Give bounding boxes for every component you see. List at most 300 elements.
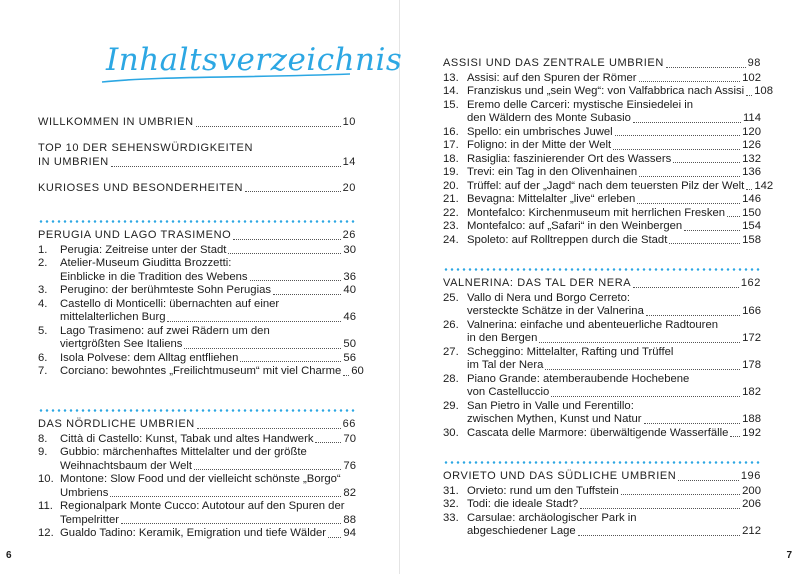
entry-number: 28. — [443, 372, 459, 385]
left-page-number: 6 — [6, 550, 12, 561]
entry-text: Carsulae: archäologischer Park in — [467, 511, 637, 524]
page-number: 212 — [742, 525, 761, 537]
entry-line — [467, 193, 761, 207]
entry-body — [467, 166, 761, 180]
page-number: 60 — [351, 365, 364, 377]
entry-body — [60, 352, 356, 366]
dotted-divider — [38, 409, 356, 412]
entry-line — [467, 332, 761, 346]
entry-text: Scheggino: Mittelalter, Rafting und Trüffel — [467, 345, 674, 358]
entry-text: Lago Trasimeno: auf zwei Rädern um den — [60, 324, 270, 337]
front-entry-text: KURIOSES UND BESONDERHEITEN — [38, 181, 244, 194]
toc-entry — [443, 498, 761, 512]
entry-text: im Tal der Nera — [467, 359, 544, 371]
toc-title — [100, 38, 403, 94]
front-entry-line — [38, 182, 356, 196]
entry-body — [467, 319, 761, 346]
section-assisi — [443, 48, 774, 247]
dot-leader — [730, 436, 740, 437]
entry-text: Vallo di Nera und Borgo Cerreto: — [467, 291, 631, 304]
dot-leader — [250, 280, 342, 281]
toc-entry — [443, 373, 761, 400]
section-heading — [38, 418, 356, 432]
dot-leader — [184, 348, 341, 349]
entry-text: Castello di Monticelli: übernachten auf einer — [60, 297, 280, 310]
entry-line — [467, 99, 761, 113]
section-title: VALNERINA: DAS TAL DER NERA — [443, 277, 632, 289]
dot-leader — [197, 428, 341, 429]
entry-number: 12. — [38, 527, 54, 539]
front-entry-text: WILLKOMMEN IN UMBRIEN — [38, 116, 194, 128]
entry-body — [467, 99, 761, 126]
entry-text: Atelier-Museum Giuditta Brozzetti: — [60, 257, 232, 269]
entry-line — [467, 386, 761, 400]
page-number: 70 — [343, 432, 356, 445]
entry-text: Piano Grande: atemberaubende Hochebene — [467, 372, 690, 385]
section-perugia — [38, 220, 364, 379]
entry-line — [467, 400, 761, 414]
entry-line — [467, 427, 761, 441]
entry-line — [467, 373, 761, 387]
dot-leader — [684, 230, 740, 231]
dot-leader — [167, 321, 341, 322]
dot-leader — [194, 469, 341, 470]
entry-text: von Castelluccio — [467, 386, 550, 398]
dotted-divider — [443, 268, 761, 271]
toc-entry — [443, 166, 761, 180]
entry-line — [60, 352, 356, 366]
entry-line — [467, 234, 761, 248]
entry-line — [60, 433, 356, 447]
page-number: 50 — [343, 338, 356, 350]
dot-leader — [633, 122, 741, 123]
dot-leader — [328, 537, 341, 538]
page-number: 94 — [343, 527, 356, 539]
entry-text: versteckte Schätze in der Valnerina — [467, 305, 644, 317]
entry-number: 33. — [443, 511, 459, 524]
entry-line — [467, 112, 761, 126]
section-north — [38, 409, 356, 541]
toc-entry — [443, 139, 761, 153]
entry-body — [467, 498, 761, 512]
entry-body — [60, 365, 364, 379]
dot-leader — [233, 239, 340, 240]
entry-text: Montefalco: Kirchenmuseum mit herrlichen Fresken — [467, 206, 726, 219]
page-number: 206 — [742, 498, 761, 510]
entry-line — [60, 311, 356, 325]
dot-leader — [245, 191, 340, 192]
toc-entry — [38, 500, 356, 527]
toc-title-text: Inhaltsverzeichnis — [106, 42, 403, 78]
entry-text: San Pietro in Valle und Ferentillo: — [467, 399, 634, 412]
dot-leader — [621, 494, 740, 495]
section-heading — [38, 229, 356, 243]
entry-text: Eremo delle Carceri: mystische Einsiedelei in — [467, 98, 694, 111]
entry-number: 26. — [443, 318, 459, 331]
entry-number: 29. — [443, 399, 459, 412]
toc-entry — [443, 234, 761, 248]
entry-line — [60, 460, 356, 474]
entry-text: Trevi: ein Tag in den Olivenhainen — [467, 166, 638, 178]
toc-entry — [443, 220, 761, 234]
dot-leader — [646, 315, 740, 316]
entry-number: 20. — [443, 179, 459, 192]
entry-line — [467, 180, 773, 194]
toc-entry — [443, 72, 761, 86]
page-number: 14 — [342, 156, 356, 168]
page-number: 46 — [343, 311, 356, 323]
entry-text: Corciano: bewohntes „Freilichtmuseum“ mit viel Charme — [60, 365, 342, 377]
entry-text: Tempelritter — [60, 513, 120, 526]
page-number: 82 — [343, 486, 356, 499]
entry-text: Trüffel: auf der „Jagd“ nach dem teuersten Pilz der Welt — [467, 179, 745, 192]
page-number: 172 — [742, 332, 761, 344]
entry-number: 32. — [443, 498, 459, 510]
entry-line — [60, 487, 356, 501]
dot-leader — [315, 442, 341, 443]
entry-number: 16. — [443, 125, 459, 138]
toc-entry — [38, 473, 356, 500]
dot-leader — [673, 162, 740, 163]
dot-leader — [343, 375, 349, 376]
entry-text: Spello: ein umbrisches Juwel — [467, 125, 613, 138]
entry-number: 31. — [443, 484, 459, 497]
toc-entry — [443, 207, 761, 221]
entry-text: Weihnachtsbaum der Welt — [60, 459, 193, 472]
dot-leader — [613, 149, 740, 150]
page-number: 108 — [754, 85, 773, 97]
dot-leader — [110, 496, 341, 497]
entry-number: 5. — [38, 324, 48, 337]
entry-text: Einblicke in die Tradition des Webens — [60, 270, 248, 283]
entry-text: Orvieto: rund um den Tuffstein — [467, 484, 619, 497]
page-number: 166 — [742, 305, 761, 317]
entry-body — [467, 400, 761, 427]
entry-text: in den Bergen — [467, 332, 538, 344]
entry-number: 25. — [443, 291, 459, 304]
toc-entry — [443, 427, 761, 441]
entry-body — [60, 284, 356, 298]
entry-text: Foligno: in der Mitte der Welt — [467, 139, 612, 151]
entry-line — [60, 338, 356, 352]
section-orvieto — [443, 461, 761, 539]
dot-leader — [539, 342, 740, 343]
entry-text: Todi: die ideale Stadt? — [467, 498, 579, 510]
entry-text: Umbriens — [60, 486, 109, 499]
page-number: 142 — [754, 179, 774, 192]
dot-leader — [545, 369, 740, 370]
toc-entry — [38, 352, 356, 366]
entry-body — [467, 153, 761, 167]
page-number: 150 — [742, 206, 761, 219]
dot-leader — [273, 294, 341, 295]
page-number: 30 — [343, 243, 356, 256]
entry-line — [467, 166, 761, 180]
page-number: 158 — [742, 233, 761, 246]
entry-number: 17. — [443, 139, 459, 151]
toc-entry — [443, 85, 773, 99]
entry-number: 13. — [443, 71, 459, 84]
right-page — [400, 0, 800, 574]
entry-body — [467, 485, 761, 499]
entry-number: 9. — [38, 446, 48, 458]
entry-text: Montefalco: auf „Safari“ in den Weinbergen — [467, 220, 683, 232]
entry-line — [467, 85, 773, 99]
entry-line — [467, 207, 761, 221]
entry-line — [467, 153, 761, 167]
entry-text: abgeschiedener Lage — [467, 525, 576, 537]
dotted-divider — [38, 220, 356, 223]
entry-number: 15. — [443, 98, 459, 111]
entry-text: Cascata delle Marmore: überwältigende Wasserfälle — [467, 426, 729, 439]
entry-number: 3. — [38, 284, 48, 296]
page-number: 120 — [742, 125, 761, 138]
section-page-number: 196 — [740, 470, 761, 482]
entry-body — [60, 527, 356, 541]
page-number: 132 — [742, 152, 761, 165]
toc-entry — [38, 446, 356, 473]
entry-text: mittelalterlichen Burg — [60, 311, 166, 323]
entry-text: Isola Polvese: dem Alltag entfliehen — [60, 351, 239, 364]
toc-entry — [38, 257, 356, 284]
entry-line — [467, 72, 761, 86]
page-number: 36 — [343, 270, 356, 283]
dot-leader — [228, 253, 341, 254]
dot-leader — [637, 203, 740, 204]
entry-body — [467, 346, 761, 373]
toc-entry — [443, 99, 761, 126]
page-number: 188 — [742, 413, 761, 425]
entry-body — [467, 193, 761, 207]
entry-body — [467, 512, 761, 539]
dot-leader — [746, 189, 752, 190]
entry-text: Assisi: auf den Spuren der Römer — [467, 71, 637, 84]
page-number: 146 — [742, 193, 761, 205]
entry-line — [467, 359, 761, 373]
entry-line — [60, 446, 356, 460]
entry-body — [60, 433, 356, 447]
toc-entry — [38, 244, 356, 258]
front-matter — [38, 116, 356, 207]
entry-body — [467, 139, 761, 153]
entry-number: 7. — [38, 365, 48, 377]
section-page-number: 162 — [740, 277, 761, 289]
entry-text: Franziskus und „sein Weg“: von Valfabbrica nach Assisi — [467, 85, 745, 97]
dot-leader — [580, 508, 740, 509]
page-number: 192 — [742, 426, 761, 439]
toc-entry — [443, 346, 761, 373]
page-number: 154 — [742, 220, 761, 232]
entry-number: 10. — [38, 473, 54, 485]
toc-entry — [443, 400, 761, 427]
dot-leader — [121, 523, 341, 524]
entry-number: 22. — [443, 206, 459, 219]
entry-number: 24. — [443, 233, 459, 246]
dot-leader — [639, 81, 741, 82]
toc-entry — [38, 433, 356, 447]
entry-text: Valnerina: einfache und abenteuerliche Radtouren — [467, 318, 719, 331]
dot-leader — [644, 423, 741, 424]
entry-body — [60, 257, 356, 284]
front-entry-text: IN UMBRIEN — [38, 156, 109, 168]
page-number: 10 — [342, 116, 356, 128]
page-number: 178 — [742, 359, 761, 371]
entry-body — [60, 500, 356, 527]
entry-body — [467, 85, 773, 99]
entry-number: 6. — [38, 351, 48, 364]
section-title: ASSISI UND DAS ZENTRALE UMBRIEN — [443, 57, 664, 69]
dot-leader — [578, 535, 740, 536]
entry-body — [467, 180, 773, 194]
entry-body — [467, 126, 761, 140]
entry-line — [467, 126, 761, 140]
entry-line — [467, 139, 761, 153]
entry-text: zwischen Mythen, Kunst und Natur — [467, 413, 642, 425]
entry-line — [60, 257, 356, 271]
section-page-number: 26 — [342, 229, 356, 241]
entry-text: Montone: Slow Food und der vielleicht schönste „Borgo“ — [60, 473, 341, 485]
entry-body — [467, 373, 761, 400]
page-number: 20 — [342, 181, 356, 194]
section-page-number: 98 — [747, 57, 761, 69]
dot-leader — [678, 480, 739, 481]
toc-entry — [38, 527, 356, 541]
entry-body — [467, 427, 761, 441]
section-heading — [443, 470, 761, 484]
front-entry-line — [38, 116, 356, 130]
page-number: 40 — [343, 284, 356, 296]
entry-line — [467, 413, 761, 427]
entry-line — [60, 527, 356, 541]
section-heading — [443, 277, 761, 291]
entry-line — [467, 498, 761, 512]
toc-entry — [443, 153, 761, 167]
entry-number: 8. — [38, 432, 48, 445]
entry-number: 30. — [443, 426, 459, 439]
toc-entry — [443, 126, 761, 140]
section-valnerina — [443, 268, 761, 440]
page-number: 88 — [343, 513, 356, 526]
front-entry-text: TOP 10 DER SEHENSWÜRDIGKEITEN — [38, 141, 254, 154]
entry-number: 21. — [443, 193, 459, 205]
entry-text: Bevagna: Mittelalter „live“ erleben — [467, 193, 636, 205]
toc-entry — [443, 193, 761, 207]
entry-line — [467, 220, 761, 234]
entry-body — [467, 220, 761, 234]
entry-number: 19. — [443, 166, 459, 178]
entry-body — [467, 72, 761, 86]
section-title: ORVIETO UND DAS SÜDLICHE UMBRIEN — [443, 470, 677, 482]
entry-body — [60, 325, 356, 352]
dot-leader — [633, 287, 739, 288]
entry-line — [60, 365, 364, 379]
dot-leader — [639, 176, 740, 177]
entry-text: Gualdo Tadino: Keramik, Emigration und tiefe Wälder — [60, 527, 327, 539]
entry-number: 14. — [443, 85, 459, 97]
entry-number: 11. — [38, 500, 53, 512]
entry-text: Città di Castello: Kunst, Tabak und altes Handwerk — [60, 432, 314, 445]
toc-entry — [443, 319, 761, 346]
entry-body — [467, 234, 761, 248]
page-number: 114 — [742, 112, 761, 124]
entry-number: 27. — [443, 345, 459, 358]
front-entry — [38, 182, 356, 196]
entry-body — [60, 298, 356, 325]
front-entry-line — [38, 156, 356, 170]
entry-body — [467, 207, 761, 221]
toc-entry — [38, 298, 356, 325]
page-number: 126 — [742, 139, 761, 151]
entry-body — [60, 473, 356, 500]
entry-number: 23. — [443, 220, 459, 232]
right-page-number: 7 — [786, 550, 792, 561]
section-page-number: 66 — [342, 418, 356, 430]
entry-text: Regionalpark Monte Cucco: Autotour auf den Spuren der — [60, 500, 345, 512]
toc-entry — [443, 512, 761, 539]
entry-text: Perugia: Zeitreise unter der Stadt — [60, 243, 227, 256]
front-entry-line — [38, 142, 356, 156]
entry-line — [467, 525, 761, 539]
entry-line — [60, 500, 356, 514]
dotted-divider — [443, 461, 761, 464]
entry-number: 1. — [38, 243, 48, 256]
entry-body — [60, 446, 356, 473]
toc-entry — [38, 325, 356, 352]
page-number: 76 — [343, 459, 356, 472]
entry-number: 18. — [443, 152, 459, 165]
entry-line — [60, 325, 356, 339]
entry-number: 2. — [38, 257, 48, 269]
front-entry — [38, 142, 356, 170]
entry-text: Perugino: der berühmteste Sohn Perugias — [60, 284, 272, 296]
entry-number: 4. — [38, 297, 48, 310]
page-number: 182 — [742, 386, 761, 398]
entry-line — [60, 271, 356, 285]
dot-leader — [669, 243, 740, 244]
entry-body — [60, 244, 356, 258]
page-number: 102 — [742, 71, 761, 84]
toc-entry — [38, 284, 356, 298]
entry-line — [467, 319, 761, 333]
dot-leader — [615, 135, 740, 136]
dot-leader — [551, 396, 740, 397]
section-heading — [443, 57, 761, 71]
dot-leader — [240, 361, 341, 362]
section-title: DAS NÖRDLICHE UMBRIEN — [38, 418, 195, 430]
entry-line — [60, 244, 356, 258]
toc-entry — [443, 485, 761, 499]
section-title: PERUGIA UND LAGO TRASIMENO — [38, 229, 232, 241]
entry-text: den Wäldern des Monte Subasio — [467, 112, 631, 124]
entry-line — [60, 514, 356, 528]
entry-line — [60, 284, 356, 298]
entry-line — [467, 292, 761, 306]
entry-line — [467, 512, 761, 526]
dot-leader — [746, 95, 752, 96]
entry-text: viertgrößten See Italiens — [60, 338, 183, 350]
entry-text: Spoleto: auf Rolltreppen durch die Stadt — [467, 233, 668, 246]
toc-entry — [443, 292, 761, 319]
toc-entry — [38, 365, 364, 379]
dot-leader — [196, 126, 341, 127]
page-number: 200 — [742, 484, 761, 497]
entry-line — [467, 485, 761, 499]
entry-line — [467, 346, 761, 360]
front-entry — [38, 116, 356, 130]
entry-text: Gubbio: märchenhaftes Mittelalter und der größte — [60, 446, 307, 458]
toc-entry — [443, 179, 774, 194]
dot-leader — [666, 67, 746, 68]
